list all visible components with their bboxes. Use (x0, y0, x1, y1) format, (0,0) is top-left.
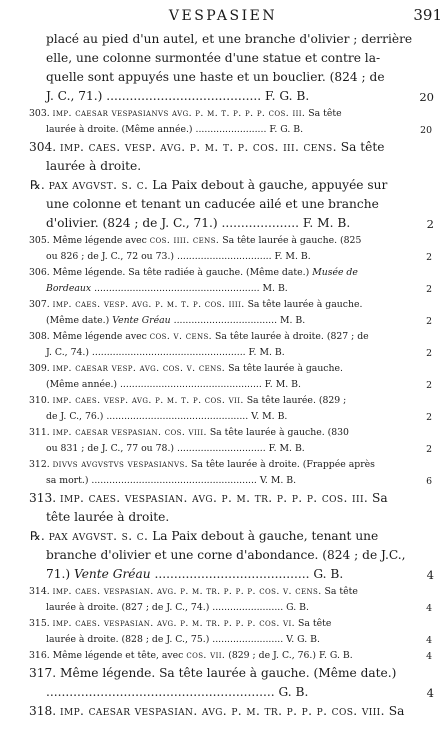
rarity-value: 4 (426, 635, 432, 646)
entry-line (0, 683, 446, 702)
entry-line (0, 249, 446, 265)
entry-text: 316. Même légende et tête, avec (29, 650, 187, 661)
entry-text: laurée à droite. (46, 159, 142, 173)
entry-text: Sa tête laurée à gauche. (225, 363, 343, 374)
entry-line (0, 214, 446, 233)
entry-text: cos. v. cens. (149, 331, 213, 342)
entry-line (0, 616, 446, 632)
entry-text: imp. caes. vespasian. avg. p. m. tr. p. p. p. cos. v. cens. (52, 586, 322, 597)
entry-line (0, 584, 446, 600)
entry-text: tête laurée à droite. (46, 510, 170, 524)
rarity-value: 2 (426, 348, 432, 359)
entry-line (0, 30, 446, 49)
rarity-value: 2 (426, 217, 434, 231)
entry-text: imp. caesar vesp. avg. cos. v. cens. (52, 363, 226, 374)
catalogue-entry (0, 30, 446, 106)
entry-line (0, 441, 446, 457)
entry-text: Sa tête laurée à gauche. (825 (219, 235, 362, 246)
catalogue-entries (0, 30, 446, 721)
entry-line (0, 313, 446, 329)
rarity-value: 2 (426, 380, 432, 391)
rarity-value: 20 (419, 90, 434, 104)
entry-line (0, 195, 446, 214)
entry-text: 306. Même légende. Sa tête radiée à gauche. (Même date.) (29, 267, 313, 278)
catalogue-entry (0, 584, 446, 616)
entry-line (0, 176, 446, 195)
entry-text: laurée à droite. (827 ; de J. C., 74.) ........................ G. B. (46, 602, 309, 613)
entry-line (0, 281, 446, 297)
entry-text: 71.) (46, 567, 75, 581)
entry-text: 313. (29, 491, 61, 505)
entry-text: J. C., 71.) ........................................ F. G. B. (46, 89, 310, 103)
rarity-value: 6 (426, 476, 432, 487)
entry-line (0, 106, 446, 122)
entry-line (0, 425, 446, 441)
entry-text: Sa tête laurée à droite. (827 ; de (212, 331, 369, 342)
entry-line (0, 138, 446, 157)
entry-line (0, 409, 446, 425)
entry-text: 307. (29, 299, 53, 310)
rarity-value: 2 (426, 316, 432, 327)
entry-line (0, 345, 446, 361)
entry-text: Sa tête (321, 586, 358, 597)
entry-line (0, 527, 446, 546)
entry-text: Sa (368, 491, 388, 505)
catalogue-entry (0, 233, 446, 265)
entry-text: (Même date.) (46, 315, 113, 326)
entry-text: une colonne et tenant un caducée ailé et une branche (46, 197, 379, 211)
entry-line (0, 297, 446, 313)
entry-text: 312. (29, 459, 53, 470)
entry-line (0, 377, 446, 393)
entry-line (0, 68, 446, 87)
entry-line (0, 489, 446, 508)
entry-text: ................................... M. B. (170, 315, 306, 326)
entry-text: Sa tête (305, 108, 342, 119)
entry-text: Bordeaux (46, 283, 92, 294)
entry-text: 314. (29, 586, 53, 597)
entry-line (0, 702, 446, 721)
rarity-value: 2 (426, 412, 432, 423)
catalogue-entry (0, 265, 446, 297)
catalogue-entry (0, 138, 446, 176)
entry-line (0, 49, 446, 68)
catalogue-entry (0, 616, 446, 648)
entry-text: pax avgvst. s. c. (48, 178, 149, 192)
rarity-value: 4 (426, 686, 434, 700)
entry-line (0, 361, 446, 377)
entry-line (0, 648, 446, 664)
entry-text: ........................................................ M. B. (91, 283, 288, 294)
catalogue-entry (0, 106, 446, 138)
catalogue-entry (0, 361, 446, 393)
entry-line (0, 265, 446, 281)
catalogue-entry (0, 297, 446, 329)
entry-text: imp. caesar vespasian. avg. p. m. tr. p. p. p. cos. viii. (60, 704, 385, 718)
rarity-value: 2 (426, 252, 432, 263)
catalogue-entry (0, 664, 446, 702)
entry-text: La Paix debout à gauche, appuyée sur (148, 178, 388, 192)
rarity-value: 4 (426, 651, 432, 662)
entry-text: Sa tête (295, 618, 332, 629)
entry-text: ou 831 ; de J. C., 77 ou 78.) .............................. F. M. B. (46, 443, 305, 454)
entry-text: 304. (29, 140, 61, 154)
rarity-value: 2 (426, 284, 432, 295)
rarity-value: 20 (420, 125, 432, 136)
entry-text: imp. caes. vesp. avg. p. m. t. p. cos. iii. cens. (60, 140, 337, 154)
entry-text: cos. vii. (186, 650, 226, 661)
entry-line (0, 122, 446, 138)
catalogue-entry (0, 702, 446, 721)
entry-text: (829 ; de J. C., 76.) F. G. B. (225, 650, 353, 661)
entry-text: 318. (29, 704, 61, 718)
entry-text: 303. (29, 108, 53, 119)
catalogue-entry (0, 393, 446, 425)
entry-text: Musée de (312, 267, 358, 278)
entry-text: imp. caesar vespasianvs avg. p. m. t. p. p. p. cos. iii. (52, 108, 306, 119)
entry-text: Vente Gréau (112, 315, 171, 326)
entry-text: imp. caes. vesp. avg. p. m. t. p. cos. vii. (52, 395, 244, 406)
entry-text: Vente Gréau (74, 567, 151, 581)
entry-line (0, 600, 446, 616)
catalogue-entry (0, 457, 446, 489)
catalogue-entry (0, 176, 446, 233)
entry-text: placé au pied d'un autel, et une branche d'olivier ; derrière (46, 32, 413, 46)
entry-text: pax avgvst. s. c. (48, 529, 149, 543)
entry-text: ℞. (30, 178, 49, 192)
entry-text: 308. Même légende avec (29, 331, 150, 342)
entry-text: d'olivier. (824 ; de J. C., 71.) .................... F. M. B. (46, 216, 351, 230)
entry-text: divvs avgvstvs vespasianvs. (52, 459, 189, 470)
entry-text: 315. (29, 618, 53, 629)
entry-text: imp. caes. vespasian. avg. p. m. tr. p. p. p. cos. iii. (60, 491, 369, 505)
entry-line (0, 233, 446, 249)
entry-line (0, 87, 446, 106)
entry-text: Sa tête laurée. (829 ; (243, 395, 347, 406)
entry-line (0, 565, 446, 584)
entry-line (0, 393, 446, 409)
entry-text: imp. caesar vespasian. cos. viii. (52, 427, 207, 438)
running-title: VESPASIEN (168, 8, 278, 24)
catalogue-entry (0, 425, 446, 457)
catalogue-entry (0, 489, 446, 527)
entry-line (0, 473, 446, 489)
entry-text: sa mort.) ........................................................ V. M. B. (46, 475, 297, 486)
entry-text: ........................................................... G. B. (46, 685, 309, 699)
entry-text: Sa tête (336, 140, 385, 154)
entry-text: 317. Même légende. Sa tête laurée à gauche. (Même date.) (29, 666, 397, 680)
entry-text: elle, une colonne surmontée d'une statue et contre la- (46, 51, 381, 65)
entry-text: 310. (29, 395, 53, 406)
entry-text: branche d'olivier et une corne d'abondance. (824 ; de J.C., (46, 548, 406, 562)
entry-text: Sa tête laurée à gauche. (244, 299, 363, 310)
entry-text: 311. (29, 427, 53, 438)
entry-line (0, 157, 446, 176)
rarity-value: 2 (426, 444, 432, 455)
entry-text: quelle sont appuyés une haste et un bouclier. (824 ; de (46, 70, 385, 84)
entry-line (0, 632, 446, 648)
entry-text: 309. (29, 363, 53, 374)
entry-text: ou 826 ; de J. C., 72 ou 73.) ................................ F. M. B. (46, 251, 311, 262)
entry-text: laurée à droite. (Même année.) ........................ F. G. B. (46, 124, 304, 135)
entry-text: de J. C., 76.) ................................................ V. M. B. (46, 411, 288, 422)
entry-text: La Paix debout à gauche, tenant une (148, 529, 379, 543)
entry-line (0, 329, 446, 345)
rarity-value: 4 (426, 603, 432, 614)
entry-text: imp. caes. vespasian. avg. p. m. tr. p. p. p. cos. vi. (52, 618, 296, 629)
entry-text: Sa tête laurée à droite. (Frappée après (188, 459, 375, 470)
entry-line (0, 457, 446, 473)
entry-text: 305. Même légende avec (29, 235, 150, 246)
entry-text: laurée à droite. (828 ; de J. C., 75.) ........................ V. G. B. (46, 634, 320, 645)
entry-text: cos. iiii. cens. (149, 235, 220, 246)
catalogue-entry (0, 527, 446, 584)
entry-text: J. C., 74.) .................................................... F. M. B. (46, 347, 285, 358)
catalogue-entry (0, 329, 446, 361)
entry-text: Sa tête laurée à gauche. (830 (206, 427, 349, 438)
entry-line (0, 664, 446, 683)
entry-text: ℞. (30, 529, 49, 543)
catalogue-entry (0, 648, 446, 664)
entry-line (0, 546, 446, 565)
entry-text: (Même année.) ................................................ F. M. B. (46, 379, 301, 390)
page-header (0, 6, 446, 30)
entry-line (0, 508, 446, 527)
entry-text: ........................................ G. B. (150, 567, 344, 581)
entry-text: imp. caes. vesp. avg. p. m. t. p. cos. iiii. (52, 299, 245, 310)
page-number: 391 (413, 6, 442, 24)
rarity-value: 4 (426, 568, 434, 582)
entry-text: Sa (384, 704, 405, 718)
